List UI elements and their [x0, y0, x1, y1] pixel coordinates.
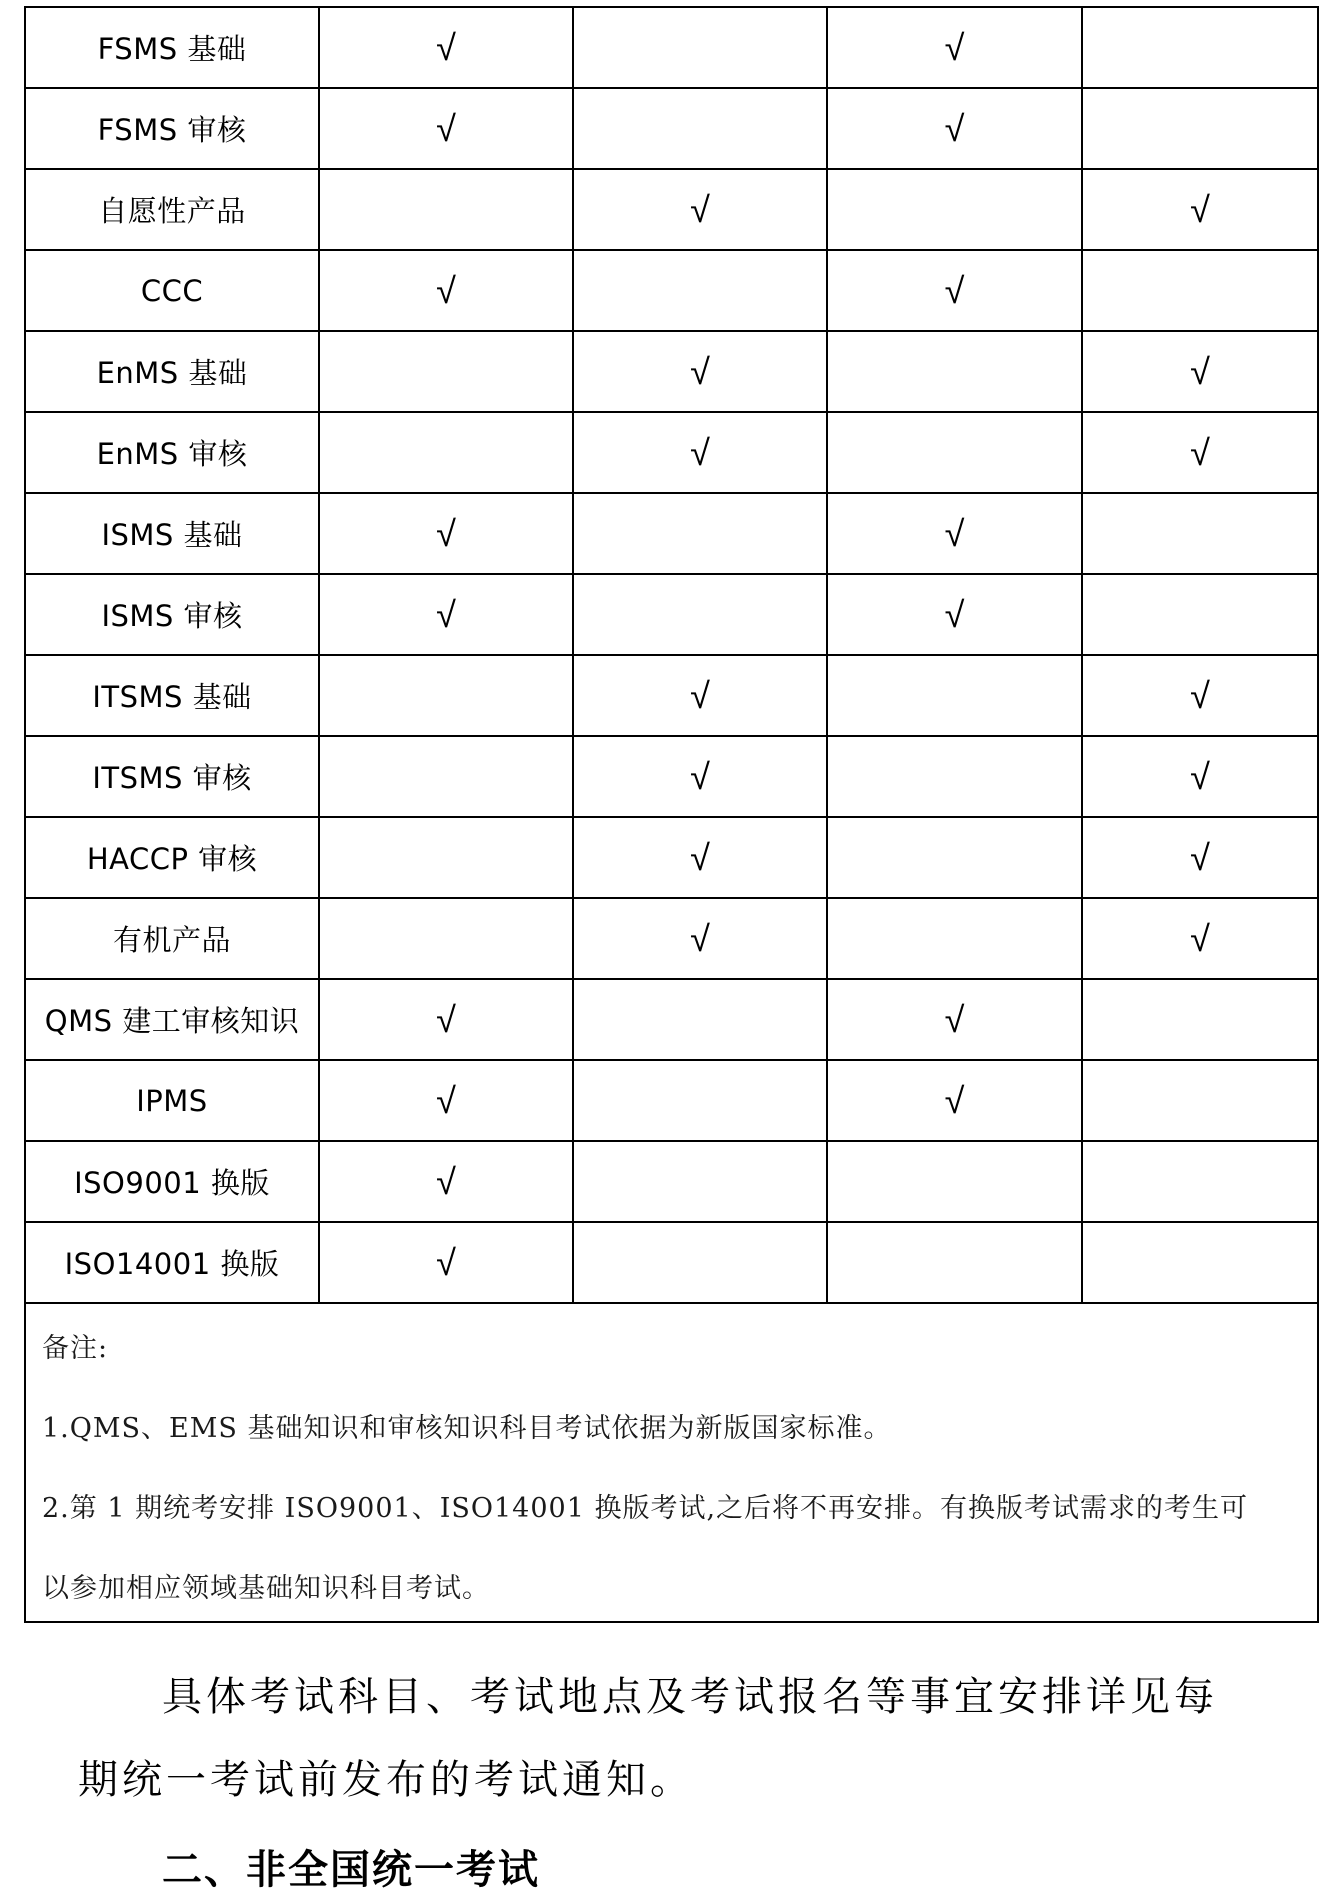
table-row — [25, 7, 1318, 88]
subject-cell: ITSMS 基础 — [25, 655, 319, 736]
check-cell-c1: √ — [319, 1141, 573, 1222]
note-line-1: 1.QMS、EMS 基础知识和审核知识科目考试依据为新版国家标准。 — [42, 1413, 892, 1444]
check-cell-c4 — [1082, 250, 1318, 331]
check-cell-c4: √ — [1082, 898, 1318, 979]
check-cell-c1: √ — [319, 979, 573, 1060]
check-cell-c3: √ — [827, 88, 1082, 169]
check-cell-c3 — [827, 331, 1082, 412]
check-cell-c4 — [1082, 574, 1318, 655]
check-cell-c3 — [827, 817, 1082, 898]
table-row — [25, 331, 1318, 412]
check-cell-c1 — [319, 331, 573, 412]
check-cell-c4: √ — [1082, 169, 1318, 250]
check-cell-c3: √ — [827, 574, 1082, 655]
table-row — [25, 412, 1318, 493]
check-cell-c4 — [1082, 7, 1318, 88]
paragraph-line-2: 期统一考试前发布的考试通知。 — [78, 1757, 694, 1803]
note-line-3: 以参加相应领域基础知识科目考试。 — [42, 1573, 490, 1604]
check-cell-c3: √ — [827, 493, 1082, 574]
check-cell-c2: √ — [573, 331, 827, 412]
check-cell-c4 — [1082, 493, 1318, 574]
table-row — [25, 88, 1318, 169]
subject-cell: ISMS 审核 — [25, 574, 319, 655]
check-cell-c2 — [573, 1222, 827, 1303]
check-cell-c2: √ — [573, 412, 827, 493]
check-cell-c1: √ — [319, 250, 573, 331]
check-cell-c4: √ — [1082, 412, 1318, 493]
check-cell-c3 — [827, 412, 1082, 493]
check-cell-c3: √ — [827, 7, 1082, 88]
table-row — [25, 250, 1318, 331]
check-cell-c4 — [1082, 1222, 1318, 1303]
check-cell-c4 — [1082, 979, 1318, 1060]
table-row — [25, 898, 1318, 979]
table-row — [25, 1141, 1318, 1222]
check-cell-c2: √ — [573, 898, 827, 979]
check-cell-c2 — [573, 88, 827, 169]
subject-cell: ISO9001 换版 — [25, 1141, 319, 1222]
check-cell-c2: √ — [573, 655, 827, 736]
check-cell-c3 — [827, 169, 1082, 250]
check-cell-c2 — [573, 493, 827, 574]
subject-cell: FSMS 审核 — [25, 88, 319, 169]
table-row — [25, 169, 1318, 250]
check-cell-c3 — [827, 1222, 1082, 1303]
notes-row — [25, 1303, 1318, 1622]
check-cell-c4 — [1082, 1060, 1318, 1141]
notes-cell — [25, 1303, 1318, 1622]
check-cell-c1: √ — [319, 1222, 573, 1303]
check-cell-c3 — [827, 736, 1082, 817]
check-cell-c1: √ — [319, 1060, 573, 1141]
check-cell-c2 — [573, 1060, 827, 1141]
table-row — [25, 736, 1318, 817]
check-cell-c3: √ — [827, 1060, 1082, 1141]
check-cell-c1: √ — [319, 7, 573, 88]
check-cell-c2 — [573, 7, 827, 88]
subject-cell: CCC — [25, 250, 319, 331]
check-cell-c1 — [319, 169, 573, 250]
check-cell-c3 — [827, 655, 1082, 736]
subject-cell: ISO14001 换版 — [25, 1222, 319, 1303]
check-cell-c4 — [1082, 88, 1318, 169]
table-row — [25, 1060, 1318, 1141]
check-cell-c2 — [573, 574, 827, 655]
check-cell-c4: √ — [1082, 736, 1318, 817]
subject-cell: EnMS 审核 — [25, 412, 319, 493]
table-row — [25, 493, 1318, 574]
check-cell-c1: √ — [319, 493, 573, 574]
check-cell-c3 — [827, 1141, 1082, 1222]
table-body — [25, 7, 1318, 1303]
subject-cell: EnMS 基础 — [25, 331, 319, 412]
check-cell-c2: √ — [573, 817, 827, 898]
check-cell-c3: √ — [827, 250, 1082, 331]
check-cell-c1 — [319, 655, 573, 736]
table-row — [25, 979, 1318, 1060]
check-cell-c1 — [319, 898, 573, 979]
check-cell-c1: √ — [319, 88, 573, 169]
section-heading: 二、非全国统一考试 — [162, 1847, 540, 1893]
check-cell-c1 — [319, 817, 573, 898]
check-cell-c1: √ — [319, 574, 573, 655]
check-cell-c3: √ — [827, 979, 1082, 1060]
notes-heading: 备注: — [42, 1333, 109, 1364]
check-cell-c2 — [573, 1141, 827, 1222]
table-row — [25, 1222, 1318, 1303]
table-row — [25, 655, 1318, 736]
check-cell-c1 — [319, 736, 573, 817]
check-cell-c2: √ — [573, 736, 827, 817]
check-cell-c4: √ — [1082, 817, 1318, 898]
check-cell-c4 — [1082, 1141, 1318, 1222]
check-cell-c4: √ — [1082, 331, 1318, 412]
table-row — [25, 817, 1318, 898]
check-cell-c2: √ — [573, 169, 827, 250]
check-cell-c2 — [573, 979, 827, 1060]
subject-cell: FSMS 基础 — [25, 7, 319, 88]
check-cell-c2 — [573, 250, 827, 331]
subject-cell: IPMS — [25, 1060, 319, 1141]
check-cell-c4: √ — [1082, 655, 1318, 736]
note-line-2: 2.第 1 期统考安排 ISO9001、ISO14001 换版考试,之后将不再安排。有换版考试需求的考生可 — [42, 1493, 1249, 1524]
check-cell-c1 — [319, 412, 573, 493]
exam-subject-table — [24, 6, 1319, 1623]
subject-cell: QMS 建工审核知识 — [25, 979, 319, 1060]
subject-cell: ISMS 基础 — [25, 493, 319, 574]
paragraph-line-1: 具体考试科目、考试地点及考试报名等事宜安排详见每 — [162, 1674, 1218, 1720]
subject-cell: ITSMS 审核 — [25, 736, 319, 817]
table-row — [25, 574, 1318, 655]
check-cell-c3 — [827, 898, 1082, 979]
subject-cell: 自愿性产品 — [25, 169, 319, 250]
subject-cell: 有机产品 — [25, 898, 319, 979]
subject-cell: HACCP 审核 — [25, 817, 319, 898]
